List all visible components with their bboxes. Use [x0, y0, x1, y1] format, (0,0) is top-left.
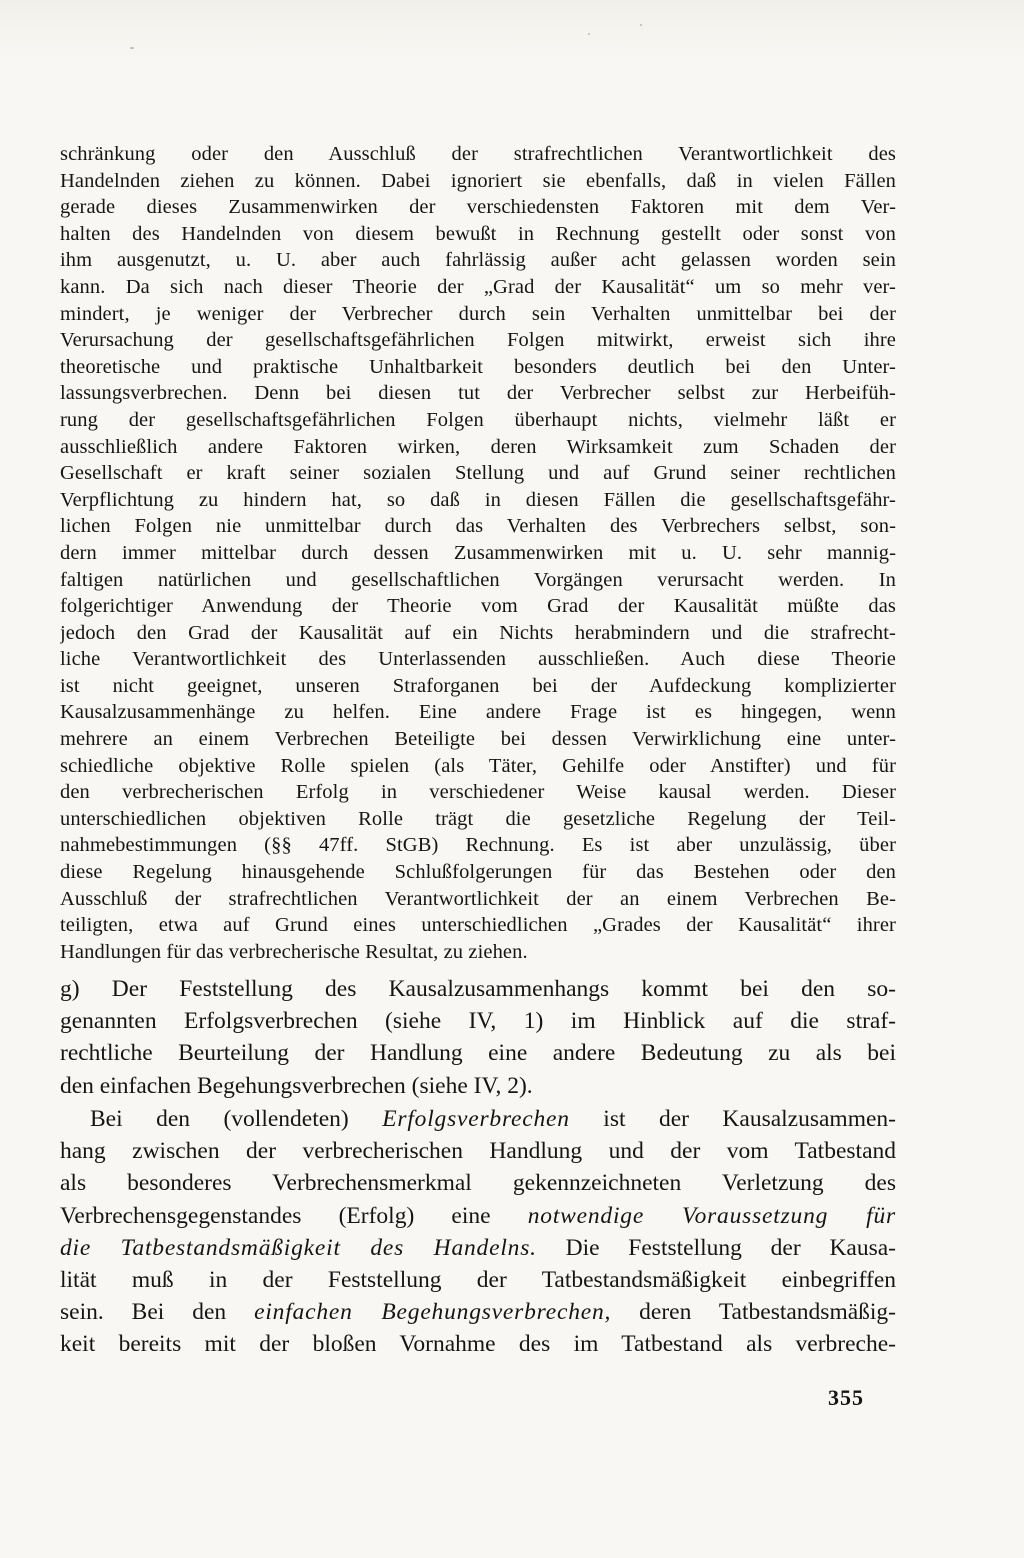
- text-line: Handlungen für das verbrecherische Resultat, zu ziehen.: [60, 940, 528, 963]
- text-line: Kausalzusammenhänge zu helfen. Eine andere Frage ist es hingegen, wenn: [60, 701, 896, 724]
- text-line: kann. Da sich nach dieser Theorie der „Grad der Kausalität“ um so mehr ver-: [60, 275, 896, 298]
- text-line: lassungsverbrechen. Denn bei diesen tut der Verbrecher selbst zur Herbeifüh-: [60, 382, 896, 405]
- text-line: liche Verantwortlichkeit des Unterlassenden ausschließen. Auch diese Theorie: [60, 648, 896, 671]
- text-line: gerade dieses Zusammenwirken der verschiedensten Faktoren mit dem Ver-: [60, 196, 896, 219]
- text-run: deren Tatbestandsmäßig-: [611, 1299, 896, 1326]
- emphasis-term: die Tatbestandsmäßigkeit des Handelns.: [60, 1234, 537, 1261]
- text-line: theoretische und praktische Unhaltbarkeit besonders deutlich bei den Unter-: [60, 355, 896, 378]
- text-run: Die Feststellung der Kausa-: [536, 1234, 896, 1261]
- ink-speck: [588, 33, 590, 35]
- text-line: faltigen natürlichen und gesellschaftlichen Vorgängen verursacht werden. In: [60, 568, 896, 591]
- emphasis-term: notwendige Voraussetzung für: [527, 1202, 896, 1229]
- text-line: Verpflichtung zu hindern hat, so daß in diesen Fällen die gesellschaftsgefähr-: [60, 488, 896, 511]
- text-line: jedoch den Grad der Kausalität auf ein Nichts herabmindern und die strafrecht-: [60, 621, 896, 644]
- text-line: Ausschluß der strafrechtlichen Verantwortlichkeit der an einem Verbrechen Be-: [60, 887, 896, 910]
- text-line: teiligten, etwa auf Grund eines unterschiedlichen „Grades der Kausalität“ ihrer: [60, 914, 896, 937]
- paragraph-section-g: [60, 973, 896, 1102]
- text-line: Verursachung der gesellschaftsgefährlichen Folgen mitwirkt, erweist sich ihre: [60, 329, 896, 352]
- text-line: mehrere an einem Verbrechen Beteiligte bei dessen Verwirklichung eine unter-: [60, 728, 896, 751]
- text-line: diese Regelung hinausgehende Schlußfolgerungen für das Bestehen oder den: [60, 861, 896, 884]
- text-line: als besonderes Verbrechensmerkmal gekennzeichneten Verletzung des: [60, 1170, 896, 1197]
- text-line: schränkung oder den Ausschluß der strafrechtlichen Verantwortlichkeit des: [60, 143, 896, 165]
- text-line: g) Der Feststellung des Kausalzusammenhangs kommt bei den so-: [60, 976, 896, 1002]
- text-line: ihm ausgenutzt, u. U. aber auch fahrlässig außer acht gelassen worden sein: [60, 249, 896, 272]
- paragraph-causality-theory: [60, 141, 896, 965]
- text-line: hang zwischen der verbrecherischen Handlung und der vom Tatbestand: [60, 1138, 896, 1165]
- text-line: rechtliche Beurteilung der Handlung eine andere Bedeutung zu als bei: [60, 1040, 896, 1067]
- text-line: Gesellschaft er kraft seiner sozialen Stellung und auf Grund seiner rechtlichen: [60, 462, 896, 485]
- text-line: [60, 1200, 896, 1232]
- text-line: ausschließlich andere Faktoren wirken, deren Wirksamkeit zum Schaden der: [60, 435, 896, 458]
- text-run: Bei den (vollendeten): [90, 1106, 383, 1132]
- text-run: Verbrechensgegenstandes (Erfolg) eine: [60, 1202, 528, 1229]
- text-line: halten des Handelnden von diesem bewußt in Rechnung gestellt oder sonst von: [60, 222, 896, 245]
- text-run: sein. Bei den: [60, 1299, 255, 1326]
- text-line: den verbrecherischen Erfolg in verschiedener Weise kausal werden. Dieser: [60, 781, 896, 804]
- paragraph-erfolgsverbrechen: [60, 1103, 896, 1361]
- text-line: ist nicht geeignet, unseren Straforganen bei der Aufdeckung komplizierter: [60, 674, 896, 697]
- text-run: ist der Kausalzusammen-: [569, 1106, 896, 1132]
- text-line: den einfachen Begehungsverbrechen (siehe IV, 2).: [60, 1072, 533, 1099]
- emphasis-term: einfachen Begehungsverbrechen,: [254, 1299, 612, 1326]
- ink-speck: [640, 24, 642, 26]
- text-line: Handelnden ziehen zu können. Dabei ignoriert sie ebenfalls, daß in vielen Fällen: [60, 169, 896, 192]
- text-line: rung der gesellschaftsgefährlichen Folgen überhaupt nichts, vielmehr läßt er: [60, 408, 896, 431]
- text-line: dern immer mittelbar durch dessen Zusammenwirken mit u. U. sehr mannig-: [60, 541, 896, 564]
- text-line: lität muß in der Feststellung der Tatbestandsmäßigkeit einbegriffen: [60, 1266, 896, 1293]
- ink-speck: [130, 47, 134, 49]
- text-line: mindert, je weniger der Verbrecher durch sein Verhalten unmittelbar bei der: [60, 302, 896, 325]
- text-line: schiedliche objektive Rolle spielen (als Täter, Gehilfe oder Anstifter) und für: [60, 754, 896, 777]
- text-line: unterschiedlichen objektiven Rolle trägt die gesetzliche Regelung der Teil-: [60, 807, 896, 830]
- text-line: [60, 1232, 896, 1264]
- emphasis-term: Erfolgsverbrechen: [382, 1106, 570, 1132]
- text-line: folgerichtiger Anwendung der Theorie vom Grad der Kausalität müßte das: [60, 595, 896, 618]
- text-line: genannten Erfolgsverbrechen (siehe IV, 1) im Hinblick auf die straf-: [60, 1008, 896, 1035]
- text-line: [60, 1103, 896, 1135]
- text-line: lichen Folgen nie unmittelbar durch das Verhalten des Verbrechers selbst, son-: [60, 515, 896, 538]
- page-number: 355: [828, 1385, 864, 1410]
- text-line: [60, 1296, 896, 1328]
- text-line: keit bereits mit der bloßen Vornahme des im Tatbestand als verbreche-: [60, 1331, 896, 1358]
- text-line: nahmebestimmungen (§§ 47ff. StGB) Rechnung. Es ist aber unzulässig, über: [60, 834, 896, 857]
